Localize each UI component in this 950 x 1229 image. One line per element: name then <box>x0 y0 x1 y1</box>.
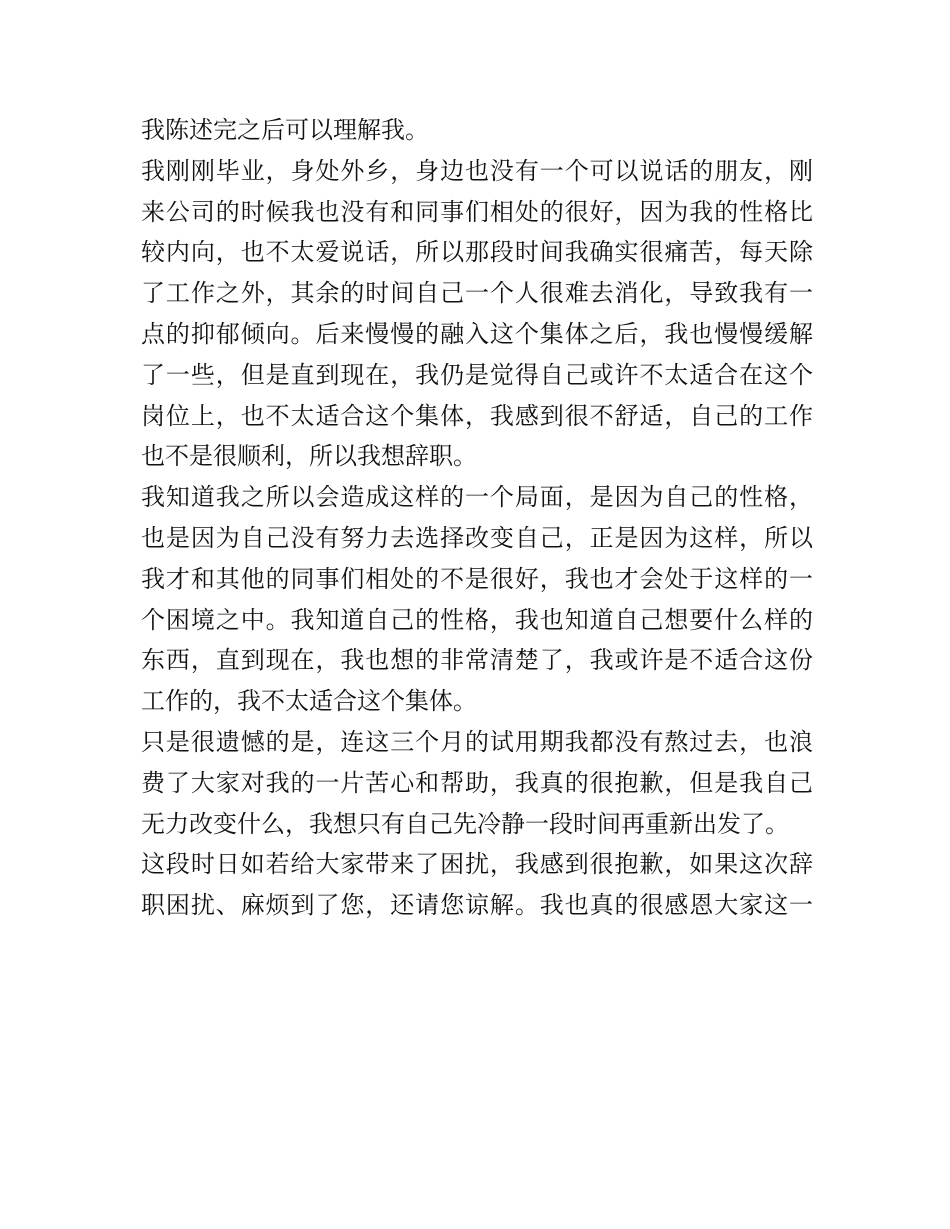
text-line: 我刚刚毕业，身处外乡，身边也没有一个可以说话的朋友，刚 <box>141 156 813 185</box>
text-line: 也是因为自己没有努力去选择改变自己，正是因为这样，所以 <box>141 523 813 552</box>
text-line: 较内向，也不太爱说话，所以那段时间我确实很痛苦，每天除 <box>141 238 813 267</box>
paragraph-3 <box>141 477 813 722</box>
paragraph-4 <box>141 722 813 844</box>
text-line: 费了大家对我的一片苦心和帮助，我真的很抱歉，但是我自己 <box>141 768 813 797</box>
text-line: 个困境之中。我知道自己的性格，我也知道自己想要什么样的 <box>141 605 813 634</box>
text-line: 这段时日如若给大家带来了困扰，我感到很抱歉，如果这次辞 <box>141 850 813 879</box>
document-body <box>141 110 813 926</box>
text-line: 我知道我之所以会造成这样的一个局面，是因为自己的性格， <box>141 483 813 512</box>
text-line: 东西，直到现在，我也想的非常清楚了，我或许是不适合这份 <box>141 646 813 675</box>
text-line: 了工作之外，其余的时间自己一个人很难去消化，导致我有一 <box>141 279 813 308</box>
text-line: 工作的，我不太适合这个集体。 <box>141 687 477 716</box>
text-line: 点的抑郁倾向。后来慢慢的融入这个集体之后，我也慢慢缓解 <box>141 319 813 348</box>
text-line: 我才和其他的同事们相处的不是很好，我也才会处于这样的一 <box>141 564 813 593</box>
text-line: 来公司的时候我也没有和同事们相处的很好，因为我的性格比 <box>141 197 813 226</box>
paragraph-2 <box>141 151 813 477</box>
text-line: 岗位上，也不太适合这个集体，我感到很不舒适，自己的工作 <box>141 401 813 430</box>
paragraph-1 <box>141 110 813 151</box>
text-line: 了一些，但是直到现在，我仍是觉得自己或许不太适合在这个 <box>141 360 813 389</box>
text-line: 也不是很顺利，所以我想辞职。 <box>141 442 477 471</box>
text-line: 职困扰、麻烦到了您，还请您谅解。我也真的很感恩大家这一 <box>141 891 813 920</box>
paragraph-5 <box>141 844 813 926</box>
text-line: 我陈述完之后可以理解我。 <box>141 116 429 144</box>
text-line: 无力改变什么，我想只有自己先冷静一段时间再重新出发了。 <box>141 809 789 838</box>
text-line: 只是很遗憾的是，连这三个月的试用期我都没有熬过去，也浪 <box>141 727 813 756</box>
